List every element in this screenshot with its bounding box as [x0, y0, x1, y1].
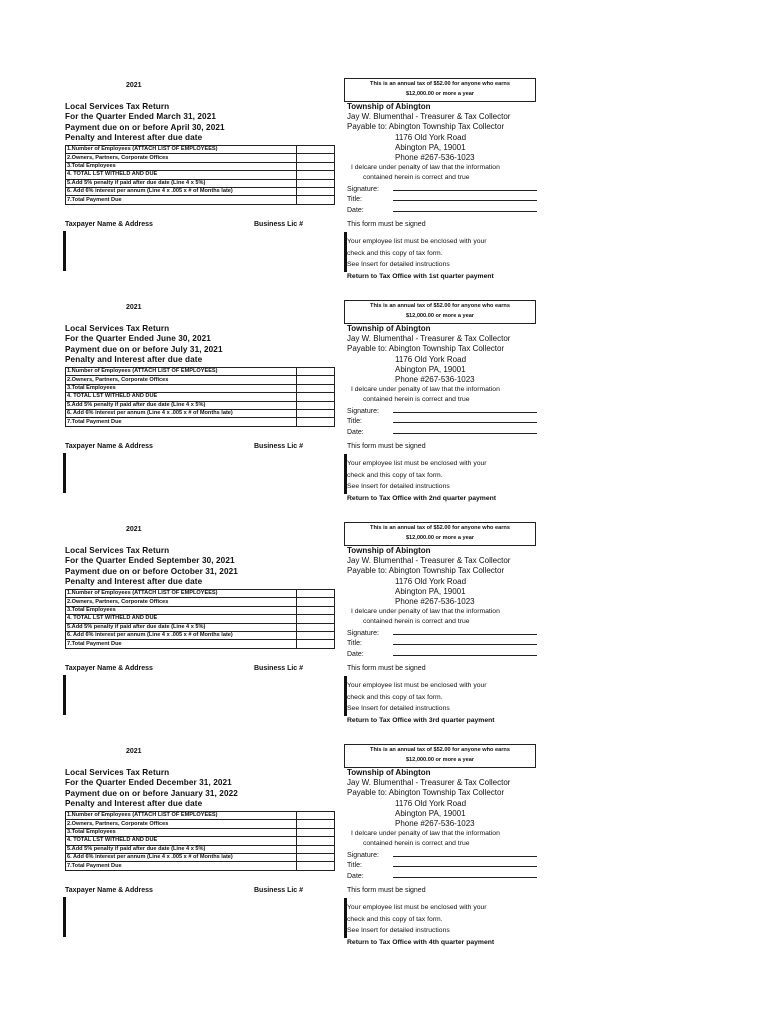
return-instruction: Return to Tax Office with 4th quarter payment: [347, 938, 495, 946]
phone-number: Phone #267-536-1023: [395, 153, 475, 163]
declaration-text: I delcare under penalty of law that the information: [351, 386, 500, 394]
phone-number: Phone #267-536-1023: [395, 375, 475, 385]
line-value-field[interactable]: [296, 376, 334, 384]
instruction-line: Your employee list must be enclosed with your: [347, 238, 487, 245]
line-label: 4. TOTAL LST WITHELD AND DUE: [66, 615, 297, 623]
line-value-field[interactable]: [296, 154, 334, 162]
line-value-field[interactable]: [296, 640, 334, 648]
taxpayer-address-field[interactable]: [63, 453, 66, 493]
line-label: 4. TOTAL LST WITHELD AND DUE: [66, 171, 297, 179]
signature-field[interactable]: [393, 856, 537, 857]
line-value-field[interactable]: [296, 853, 334, 861]
line-value-field[interactable]: [296, 401, 334, 409]
declaration-text: contained herein is correct and true: [363, 840, 470, 848]
penalty-header: Penalty and Interest after due date: [65, 798, 203, 808]
line-value-field[interactable]: [296, 384, 334, 392]
instructions-text: [347, 680, 495, 726]
line-label: 5.Add 5% penalty if paid after due date (Line 4 x 5%): [66, 845, 297, 853]
address-line: Abington PA, 19001: [395, 586, 466, 596]
payable-to: Payable to: Abington Township Tax Collector: [347, 788, 505, 798]
quarter-coupon-2: [0, 300, 770, 522]
table-row: [66, 820, 335, 828]
quarter-ended: For the Quarter Ended June 30, 2021: [65, 334, 211, 344]
notice-line: $12,000.00 or more a year: [405, 757, 475, 763]
instruction-line: See Insert for detailed instructions: [347, 483, 450, 490]
instruction-line: See Insert for detailed instructions: [347, 261, 450, 268]
table-row: [66, 162, 335, 170]
line-value-field[interactable]: [296, 623, 334, 631]
line-label: 1.Number of Employees (ATTACH LIST OF EMPLOYEES): [66, 812, 297, 820]
title-field[interactable]: [393, 866, 537, 867]
title-field[interactable]: [393, 644, 537, 645]
taxpayer-label: Taxpayer Name & Address: [65, 443, 153, 450]
line-value-field[interactable]: [296, 820, 334, 828]
business-lic-label: Business Lic #: [254, 443, 304, 450]
address-line: 1176 Old York Road: [395, 132, 467, 142]
line-value-field[interactable]: [296, 409, 334, 417]
line-label: 4. TOTAL LST WITHELD AND DUE: [66, 837, 297, 845]
taxpayer-address-field[interactable]: [63, 675, 66, 715]
line-value-field[interactable]: [296, 598, 334, 606]
line-label: 6. Add 6% interest per annum (Line 4 x .005 x # of Months late): [66, 409, 297, 417]
line-value-field[interactable]: [296, 196, 334, 204]
signature-block: [347, 185, 537, 216]
line-label: 1.Number of Employees (ATTACH LIST OF EMPLOYEES): [66, 368, 297, 376]
business-lic-label: Business Lic #: [254, 221, 304, 228]
line-items-table: [65, 811, 335, 871]
payee-info: [347, 324, 587, 406]
penalty-header: Penalty and Interest after due date: [65, 576, 203, 586]
line-label: 7.Total Payment Due: [66, 418, 297, 426]
return-header: [65, 324, 345, 365]
return-title: Local Services Tax Return: [65, 102, 170, 111]
table-row: [66, 393, 335, 401]
table-row: [66, 598, 335, 606]
line-value-field[interactable]: [296, 606, 334, 614]
taxpayer-label: Taxpayer Name & Address: [65, 221, 153, 228]
line-label: 1.Number of Employees (ATTACH LIST OF EMPLOYEES): [66, 590, 297, 598]
table-row: [66, 368, 335, 376]
tax-year: 2021: [126, 82, 142, 89]
line-label: 4. TOTAL LST WITHELD AND DUE: [66, 393, 297, 401]
line-value-field[interactable]: [296, 590, 334, 598]
date-field[interactable]: [393, 211, 537, 212]
phone-number: Phone #267-536-1023: [395, 819, 475, 829]
must-sign-note: This form must be signed: [347, 221, 426, 228]
signature-block: [347, 629, 537, 660]
table-row: [66, 837, 335, 845]
address-line: 1176 Old York Road: [395, 354, 467, 364]
payment-due: Payment due on or before April 30, 2021: [65, 122, 225, 132]
business-lic-label: Business Lic #: [254, 665, 304, 672]
payee-info: [347, 546, 587, 628]
line-label: 1.Number of Employees (ATTACH LIST OF EMPLOYEES): [66, 146, 297, 154]
return-title: Local Services Tax Return: [65, 324, 170, 333]
signature-label: Signature:: [347, 630, 379, 637]
line-value-field[interactable]: [296, 615, 334, 623]
line-value-field[interactable]: [296, 837, 334, 845]
declaration-text: contained herein is correct and true: [363, 174, 470, 182]
instructions-text: [347, 458, 496, 504]
address-line: Abington PA, 19001: [395, 142, 466, 152]
township-name: Township of Abington: [347, 102, 431, 111]
table-row: [66, 409, 335, 417]
date-field[interactable]: [393, 877, 537, 878]
quarter-coupon-4: [0, 744, 770, 966]
line-label: 2.Owners, Partners, Corporate Offices: [66, 154, 297, 162]
line-items-table: [65, 367, 335, 427]
table-row: [66, 146, 335, 154]
table-row: [66, 615, 335, 623]
payable-to: Payable to: Abington Township Tax Collector: [347, 344, 505, 354]
quarter-coupon-1: [0, 78, 770, 300]
table-row: [66, 171, 335, 179]
declaration-text: I delcare under penalty of law that the information: [351, 608, 500, 616]
township-name: Township of Abington: [347, 546, 431, 555]
instructions-text: [347, 902, 494, 948]
tax-year: 2021: [126, 526, 142, 533]
return-header: [65, 768, 345, 809]
line-label: 5.Add 5% penalty if paid after due date (Line 4 x 5%): [66, 623, 297, 631]
instruction-line: Your employee list must be enclosed with your: [347, 460, 487, 467]
tax-year: 2021: [126, 748, 142, 755]
date-field[interactable]: [393, 433, 537, 434]
business-lic-label: Business Lic #: [254, 887, 304, 894]
signature-label: Signature:: [347, 186, 379, 193]
table-row: [66, 606, 335, 614]
return-instruction: Return to Tax Office with 3rd quarter payment: [347, 716, 495, 724]
tax-year: 2021: [126, 304, 142, 311]
instruction-line: check and this copy of tax form.: [347, 471, 443, 479]
date-label: Date:: [347, 428, 364, 436]
payment-due: Payment due on or before October 31, 2021: [65, 566, 238, 576]
line-label: 7.Total Payment Due: [66, 862, 297, 870]
line-label: 5.Add 5% penalty if paid after due date (Line 4 x 5%): [66, 401, 297, 409]
payee-info: [347, 102, 587, 184]
date-field[interactable]: [393, 655, 537, 656]
return-title: Local Services Tax Return: [65, 546, 170, 555]
return-instruction: Return to Tax Office with 1st quarter payment: [347, 272, 494, 280]
line-label: 2.Owners, Partners, Corporate Offices: [66, 376, 297, 384]
taxpayer-address-field[interactable]: [63, 231, 66, 271]
table-row: [66, 418, 335, 426]
payable-to: Payable to: Abington Township Tax Collector: [347, 122, 505, 132]
title-field[interactable]: [393, 422, 537, 423]
instruction-line: check and this copy of tax form.: [347, 249, 443, 257]
table-row: [66, 154, 335, 162]
payable-to: Payable to: Abington Township Tax Collector: [347, 566, 505, 576]
quarter-ended: For the Quarter Ended December 31, 2021: [65, 778, 232, 788]
township-name: Township of Abington: [347, 324, 431, 333]
return-instruction: Return to Tax Office with 2nd quarter payment: [347, 494, 497, 502]
line-label: 5.Add 5% penalty if paid after due date (Line 4 x 5%): [66, 179, 297, 187]
notice-line: This is an annual tax of $52.00 for anyone who earns: [370, 81, 510, 87]
signature-block: [347, 407, 537, 438]
title-label: Title:: [347, 862, 362, 870]
collector-name: Jay W. Blumenthal - Treasurer & Tax Collector: [347, 556, 511, 566]
line-value-field[interactable]: [296, 187, 334, 195]
notice-line: $12,000.00 or more a year: [405, 313, 475, 319]
notice-line: This is an annual tax of $52.00 for anyone who earns: [370, 525, 510, 531]
phone-number: Phone #267-536-1023: [395, 597, 475, 607]
table-row: [66, 179, 335, 187]
signature-block: [347, 851, 537, 882]
table-row: [66, 812, 335, 820]
line-value-field[interactable]: [296, 162, 334, 170]
notice-line: $12,000.00 or more a year: [405, 91, 475, 97]
line-value-field[interactable]: [296, 146, 334, 154]
annual-tax-notice: [344, 78, 536, 102]
line-value-field[interactable]: [296, 393, 334, 401]
instruction-line: Your employee list must be enclosed with your: [347, 904, 487, 911]
signature-field[interactable]: [393, 412, 537, 413]
taxpayer-address-field[interactable]: [63, 897, 66, 937]
declaration-text: contained herein is correct and true: [363, 396, 470, 404]
line-label: 3.Total Employees: [66, 384, 297, 392]
line-value-field[interactable]: [296, 828, 334, 836]
line-label: 6. Add 6% interest per annum (Line 4 x .005 x # of Months late): [66, 187, 297, 195]
return-header: [65, 102, 345, 143]
line-value-field[interactable]: [296, 812, 334, 820]
instructions-text: [347, 236, 494, 282]
line-value-field[interactable]: [296, 368, 334, 376]
line-items-table: [65, 589, 335, 649]
taxpayer-label: Taxpayer Name & Address: [65, 665, 153, 672]
instruction-line: check and this copy of tax form.: [347, 693, 443, 701]
payee-info: [347, 768, 587, 850]
declaration-text: contained herein is correct and true: [363, 618, 470, 626]
signature-field[interactable]: [393, 634, 537, 635]
address-line: Abington PA, 19001: [395, 808, 466, 818]
notice-line: This is an annual tax of $52.00 for anyone who earns: [370, 747, 510, 753]
table-row: [66, 631, 335, 639]
annual-tax-notice: [344, 522, 536, 546]
table-row: [66, 845, 335, 853]
line-label: 7.Total Payment Due: [66, 196, 297, 204]
table-row: [66, 828, 335, 836]
table-row: [66, 187, 335, 195]
table-row: [66, 590, 335, 598]
signature-label: Signature:: [347, 408, 379, 415]
notice-line: $12,000.00 or more a year: [405, 535, 475, 541]
annual-tax-notice: [344, 300, 536, 324]
township-name: Township of Abington: [347, 768, 431, 777]
taxpayer-label: Taxpayer Name & Address: [65, 887, 153, 894]
declaration-text: I delcare under penalty of law that the information: [351, 830, 500, 838]
instruction-line: See Insert for detailed instructions: [347, 705, 450, 712]
title-label: Title:: [347, 196, 362, 204]
table-row: [66, 623, 335, 631]
declaration-text: I delcare under penalty of law that the information: [351, 164, 500, 172]
table-row: [66, 384, 335, 392]
payment-due: Payment due on or before July 31, 2021: [65, 344, 223, 354]
line-label: 3.Total Employees: [66, 162, 297, 170]
quarter-coupon-3: [0, 522, 770, 744]
title-field[interactable]: [393, 200, 537, 201]
line-value-field[interactable]: [296, 179, 334, 187]
collector-name: Jay W. Blumenthal - Treasurer & Tax Collector: [347, 112, 511, 122]
line-label: 6. Add 6% interest per annum (Line 4 x .005 x # of Months late): [66, 631, 297, 639]
table-row: [66, 862, 335, 870]
notice-line: This is an annual tax of $52.00 for anyone who earns: [370, 303, 510, 309]
return-title: Local Services Tax Return: [65, 768, 170, 777]
table-row: [66, 853, 335, 861]
penalty-header: Penalty and Interest after due date: [65, 354, 203, 364]
table-row: [66, 640, 335, 648]
collector-name: Jay W. Blumenthal - Treasurer & Tax Collector: [347, 334, 511, 344]
line-value-field[interactable]: [296, 845, 334, 853]
line-value-field[interactable]: [296, 631, 334, 639]
line-label: 7.Total Payment Due: [66, 640, 297, 648]
line-label: 2.Owners, Partners, Corporate Offices: [66, 820, 297, 828]
penalty-header: Penalty and Interest after due date: [65, 132, 203, 142]
line-label: 6. Add 6% interest per annum (Line 4 x .005 x # of Months late): [66, 853, 297, 861]
address-line: Abington PA, 19001: [395, 364, 466, 374]
quarter-ended: For the Quarter Ended March 31, 2021: [65, 112, 217, 122]
instruction-line: check and this copy of tax form.: [347, 915, 443, 923]
line-items-table: [65, 145, 335, 205]
date-label: Date:: [347, 206, 364, 214]
table-row: [66, 401, 335, 409]
annual-tax-notice: [344, 744, 536, 768]
title-label: Title:: [347, 640, 362, 648]
quarter-ended: For the Quarter Ended September 30, 2021: [65, 556, 235, 566]
table-row: [66, 376, 335, 384]
return-header: [65, 546, 345, 587]
address-line: 1176 Old York Road: [395, 798, 467, 808]
table-row: [66, 196, 335, 204]
signature-field[interactable]: [393, 190, 537, 191]
collector-name: Jay W. Blumenthal - Treasurer & Tax Collector: [347, 778, 511, 788]
must-sign-note: This form must be signed: [347, 887, 426, 894]
must-sign-note: This form must be signed: [347, 665, 426, 672]
line-label: 3.Total Employees: [66, 606, 297, 614]
line-value-field[interactable]: [296, 418, 334, 426]
must-sign-note: This form must be signed: [347, 443, 426, 450]
line-label: 2.Owners, Partners, Corporate Offices: [66, 598, 297, 606]
line-value-field[interactable]: [296, 862, 334, 870]
address-line: 1176 Old York Road: [395, 576, 467, 586]
signature-label: Signature:: [347, 852, 379, 859]
instruction-line: Your employee list must be enclosed with your: [347, 682, 487, 689]
payment-due: Payment due on or before January 31, 2022: [65, 788, 238, 798]
date-label: Date:: [347, 650, 364, 658]
line-label: 3.Total Employees: [66, 828, 297, 836]
date-label: Date:: [347, 872, 364, 880]
instruction-line: See Insert for detailed instructions: [347, 927, 450, 934]
title-label: Title:: [347, 418, 362, 426]
line-value-field[interactable]: [296, 171, 334, 179]
